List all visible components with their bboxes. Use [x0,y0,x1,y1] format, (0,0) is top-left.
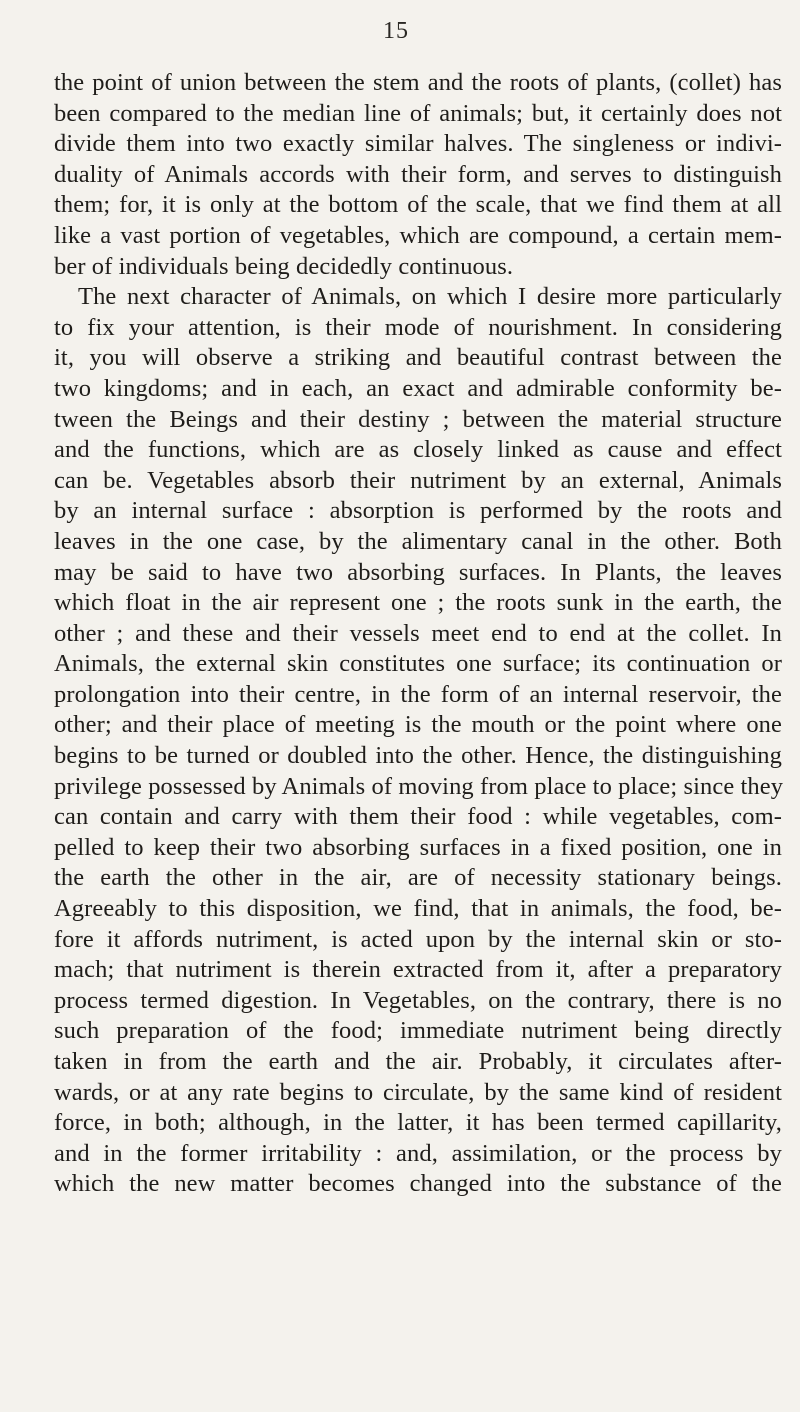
text-line: been compared to the median line of animals; but, it certainly does not [54,99,782,127]
text-line: leaves in the one case, by the alimentary canal in the other. Both [54,527,782,555]
page-number: 15 [383,18,409,44]
text-line: may be said to have two absorbing surfaces. In Plants, the leaves [54,558,782,586]
text-line: pelled to keep their two absorbing surfaces in a fixed position, one in [54,833,782,861]
text-line: by an internal surface : absorption is performed by the roots and [54,497,782,525]
text-line: fore it affords nutriment, is acted upon by the internal skin or sto- [54,925,782,953]
text-line: other; and their place of meeting is the mouth or the point where one [54,711,782,739]
text-line: Animals, the external skin constitutes one surface; its continuation or [54,650,782,678]
text-line: Agreeably to this disposition, we find, that in animals, the food, be- [54,895,782,923]
text-line: it, you will observe a striking and beautiful contrast between the [54,344,782,372]
text-line: to fix your attention, is their mode of nourishment. In considering [54,313,782,341]
text-line: which float in the air represent one ; the roots sunk in the earth, the [54,589,782,617]
text-line: the earth the other in the air, are of necessity stationary beings. [54,864,782,892]
text-line: such preparation of the food; immediate nutriment being directly [54,1017,782,1045]
text-line: divide them into two exactly similar halves. The singleness or indivi- [54,130,782,158]
paragraph [54,68,782,282]
text-line: mach; that nutriment is therein extracted from it, after a preparatory [54,956,782,984]
text-line: taken in from the earth and the air. Probably, it circulates after- [54,1048,782,1075]
text-line: begins to be turned or doubled into the other. Hence, the distinguishing [54,742,782,770]
text-line: can contain and carry with them their food : while vegetables, com- [54,803,782,831]
text-line: duality of Animals accords with their form, and serves to distinguish [54,160,782,188]
text-line: prolongation into their centre, in the form of an internal reservoir, the [54,680,782,708]
text-line: and in the former irritability : and, assimilation, or the process by [54,1139,782,1167]
text-line: process termed digestion. In Vegetables, on the contrary, there is no [54,986,782,1014]
text-line: like a vast portion of vegetables, which are compound, a certain mem- [54,221,782,249]
body-text [54,68,782,1200]
text-line: wards, or at any rate begins to circulate, by the same kind of resident [54,1078,782,1106]
text-line: them; for, it is only at the bottom of the scale, that we find them at all [54,191,782,219]
text-line: and the functions, which are as closely linked as cause and effect [54,436,782,464]
text-line: tween the Beings and their destiny ; between the material structure [54,405,782,433]
text-line: other ; and these and their vessels meet end to end at the collet. In [54,619,782,647]
text-line: two kingdoms; and in each, an exact and admirable conformity be- [54,374,782,402]
text-line: ber of individuals being decidedly continuous. [54,252,514,280]
text-line: force, in both; although, in the latter, it has been termed capillarity, [54,1109,782,1137]
text-line: can be. Vegetables absorb their nutriment by an external, Animals [54,466,782,494]
text-line: privilege possessed by Animals of moving from place to place; since they [54,772,784,800]
text-line: the point of union between the stem and the roots of plants, (collet) has [54,69,782,96]
text-line: The next character of Animals, on which I desire more particularly [78,283,782,311]
text-line: which the new matter becomes changed into the substance of the [54,1170,782,1198]
paragraph [54,282,782,1200]
